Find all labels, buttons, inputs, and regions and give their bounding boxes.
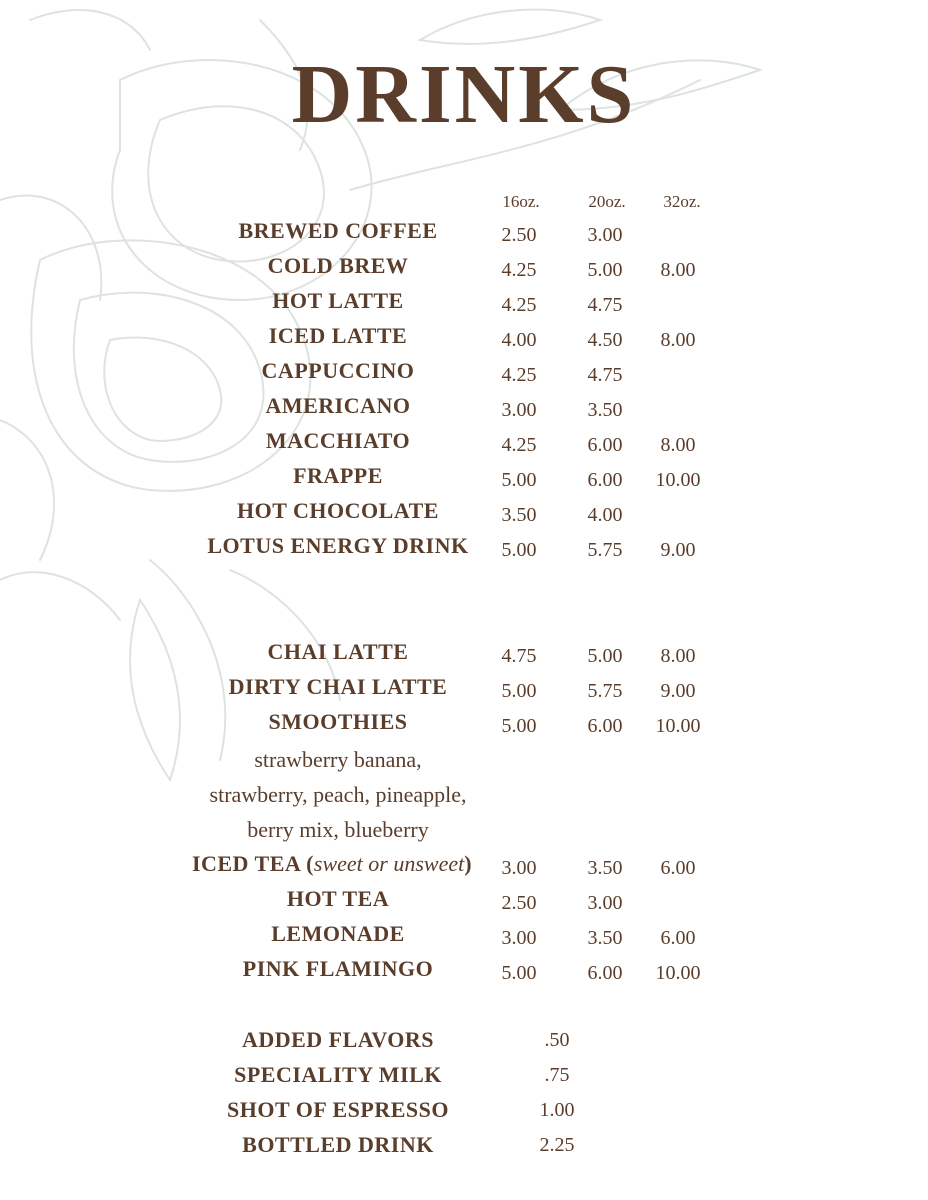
price-20oz: 5.75 (587, 539, 623, 561)
menu-row (0, 496, 928, 531)
menu-row (0, 286, 928, 321)
price-16oz: 3.00 (501, 927, 537, 949)
price-20oz: 6.00 (587, 715, 623, 737)
addon-price: 2.25 (539, 1134, 575, 1156)
addon-row (0, 1060, 928, 1095)
addon-name: SHOT OF ESPRESSO (227, 1097, 449, 1122)
price-20oz: 5.75 (587, 680, 623, 702)
price-20oz: 6.00 (587, 469, 623, 491)
drink-name: BREWED COFFEE (238, 218, 438, 243)
price-16oz: 3.00 (501, 399, 537, 421)
price-20oz: 3.00 (587, 224, 623, 246)
menu-row (0, 391, 928, 426)
drink-name: MACCHIATO (265, 428, 411, 453)
addon-name: SPECIALITY MILK (234, 1062, 442, 1087)
menu-row (0, 919, 928, 954)
price-20oz: 5.00 (587, 645, 623, 667)
addon-row (0, 1095, 928, 1130)
menu-row (0, 216, 928, 251)
iced-tea-note: sweet or unsweet (313, 851, 465, 876)
price-16oz: 2.50 (501, 224, 537, 246)
drink-name: LEMONADE (271, 921, 405, 946)
price-16oz: 5.00 (501, 715, 537, 737)
menu-row (0, 707, 928, 742)
price-20oz: 4.50 (587, 329, 623, 351)
drink-name: PINK FLAMINGO (242, 956, 434, 981)
menu-row (0, 954, 928, 989)
smoothie-flavor-line: strawberry banana, (254, 747, 422, 772)
drink-name: FRAPPE (293, 463, 383, 488)
price-16oz: 4.75 (501, 645, 537, 667)
drink-name: HOT LATTE (272, 288, 404, 313)
drink-name: ICED LATTE (268, 323, 408, 348)
price-32oz: 8.00 (660, 329, 696, 351)
drink-name: COLD BREW (267, 253, 409, 278)
price-32oz: 10.00 (655, 469, 701, 491)
size-header-16oz: 16oz. (502, 192, 540, 211)
menu-row (0, 356, 928, 391)
drink-name: DIRTY CHAI LATTE (228, 674, 448, 699)
iced-tea-close: ) (464, 851, 473, 876)
price-16oz: 3.00 (501, 857, 537, 879)
addon-row (0, 1130, 928, 1165)
price-16oz: 4.25 (501, 259, 537, 281)
price-16oz: 5.00 (501, 962, 537, 984)
price-32oz: 10.00 (655, 962, 701, 984)
price-16oz: 2.50 (501, 892, 537, 914)
menu-row (0, 884, 928, 919)
price-20oz: 6.00 (587, 962, 623, 984)
menu-row (0, 461, 928, 496)
price-16oz: 5.00 (501, 539, 537, 561)
menu-row (0, 531, 928, 566)
price-20oz: 3.50 (587, 857, 623, 879)
smoothie-flavor-line: strawberry, peach, pineapple, (209, 782, 467, 807)
drink-name: HOT TEA (286, 886, 390, 911)
price-32oz: 9.00 (660, 539, 696, 561)
price-20oz: 3.50 (587, 399, 623, 421)
menu-title: DRINKS (291, 48, 637, 141)
smoothie-flavor-line: berry mix, blueberry (247, 817, 429, 842)
drink-name: LOTUS ENERGY DRINK (207, 533, 469, 558)
drink-name: AMERICANO (265, 393, 411, 418)
addon-price: .50 (544, 1029, 570, 1051)
price-20oz: 6.00 (587, 434, 623, 456)
addon-name: ADDED FLAVORS (241, 1027, 435, 1052)
price-16oz: 4.25 (501, 434, 537, 456)
addon-price: 1.00 (539, 1099, 575, 1121)
price-32oz: 8.00 (660, 434, 696, 456)
menu-row (0, 426, 928, 461)
price-16oz: 4.25 (501, 364, 537, 386)
price-32oz: 6.00 (660, 857, 696, 879)
drink-name: SMOOTHIES (268, 709, 408, 734)
price-20oz: 5.00 (587, 259, 623, 281)
drink-name: CHAI LATTE (267, 639, 409, 664)
drink-name: CAPPUCCINO (261, 358, 415, 383)
price-16oz: 5.00 (501, 680, 537, 702)
price-32oz: 9.00 (660, 680, 696, 702)
addon-name: BOTTLED DRINK (242, 1132, 434, 1157)
menu-row (0, 849, 928, 884)
iced-tea-label: ICED TEA ( (191, 851, 314, 876)
price-16oz: 4.00 (501, 329, 537, 351)
price-32oz: 8.00 (660, 645, 696, 667)
menu-row (0, 672, 928, 707)
size-header-32oz: 32oz. (663, 192, 701, 211)
price-32oz: 8.00 (660, 259, 696, 281)
addon-row (0, 1025, 928, 1060)
price-20oz: 4.00 (587, 504, 623, 526)
price-20oz: 3.50 (587, 927, 623, 949)
menu-row (0, 321, 928, 356)
menu-row (0, 251, 928, 286)
menu-row (0, 637, 928, 672)
price-16oz: 4.25 (501, 294, 537, 316)
price-16oz: 3.50 (501, 504, 537, 526)
price-20oz: 4.75 (587, 364, 623, 386)
drink-name: HOT CHOCOLATE (237, 498, 439, 523)
size-header-20oz: 20oz. (588, 192, 626, 211)
addon-price: .75 (544, 1064, 570, 1086)
price-32oz: 10.00 (655, 715, 701, 737)
price-20oz: 3.00 (587, 892, 623, 914)
price-32oz: 6.00 (660, 927, 696, 949)
price-20oz: 4.75 (587, 294, 623, 316)
price-16oz: 5.00 (501, 469, 537, 491)
